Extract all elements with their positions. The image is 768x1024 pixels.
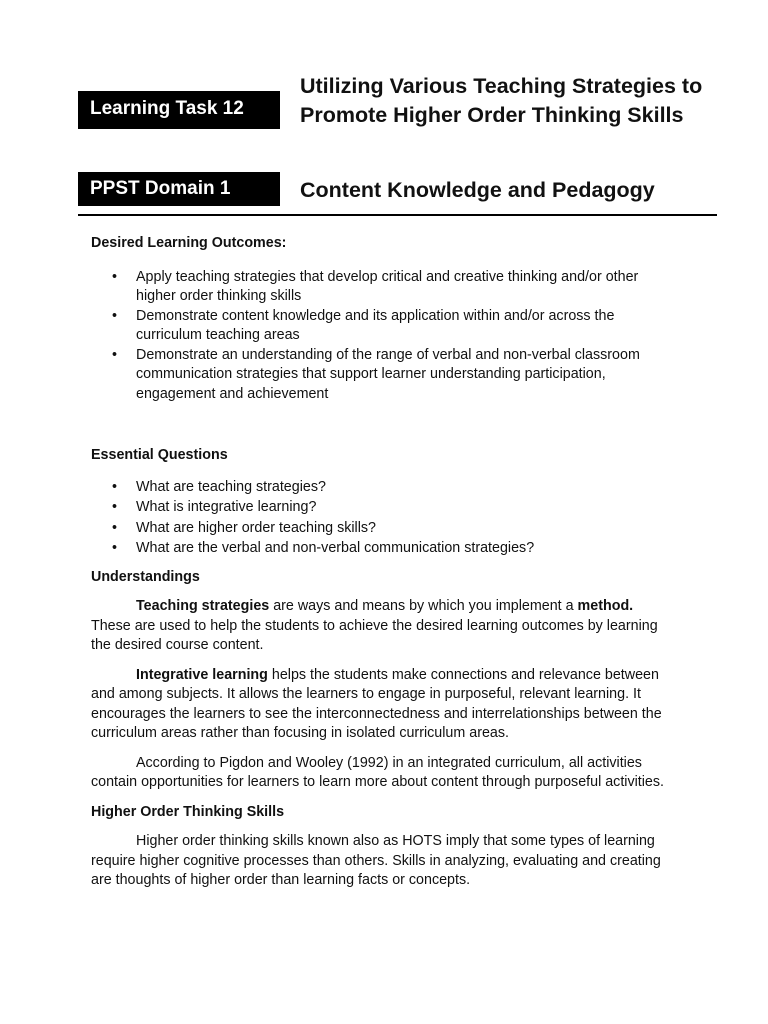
list-item: • Demonstrate an understanding of the range of verbal and non-verbal classroom communication strategies that support learner understanding participation, engagement and achievement bbox=[136, 346, 671, 405]
understandings-paragraph-3: According to Pigdon and Wooley (1992) in an integrated curriculum, all activities contain opportunities for learners to learn more about content through purposeful activities. bbox=[91, 754, 665, 790]
paragraph-text: These are used to help the students to achieve the desired learning outcomes by learning the desired course content. bbox=[91, 617, 658, 653]
hots-paragraph-1: Higher order thinking skills known also as HOTS imply that some types of learning require higher cognitive processes than others. Skills in analyzing, evaluating and creating are thoughts of higher order than learning facts or concepts. bbox=[91, 833, 661, 888]
essential-questions-list bbox=[91, 478, 671, 559]
list-item: • Demonstrate content knowledge and its application within and/or across the curriculum teaching areas bbox=[136, 307, 671, 346]
term-method: method. bbox=[577, 598, 634, 614]
list-item: • Apply teaching strategies that develop critical and creative thinking and/or other higher order thinking skills bbox=[136, 268, 671, 307]
header-divider bbox=[78, 214, 717, 216]
essential-questions-heading: Essential Questions bbox=[91, 447, 228, 463]
term-integrative-learning: Integrative learning bbox=[136, 666, 268, 683]
list-item: • What is integrative learning? bbox=[136, 498, 671, 518]
desired-outcomes-list bbox=[91, 268, 671, 405]
list-item: • What are the verbal and non-verbal communication strategies? bbox=[136, 539, 671, 559]
understandings-heading: Understandings bbox=[91, 568, 200, 585]
learning-task-label: Learning Task 12 bbox=[78, 91, 280, 129]
ppst-domain-title: Content Knowledge and Pedagogy bbox=[300, 178, 655, 202]
learning-task-title: Utilizing Various Teaching Strategies to Promote Higher Order Thinking Skills bbox=[300, 74, 703, 127]
desired-outcomes-heading: Desired Learning Outcomes: bbox=[91, 235, 287, 251]
understandings-paragraph-1 bbox=[91, 597, 671, 656]
term-teaching-strategies: Teaching strategies bbox=[136, 598, 270, 614]
ppst-domain-label: PPST Domain 1 bbox=[78, 172, 280, 206]
understandings-paragraph-2 bbox=[91, 666, 671, 744]
hots-heading: Higher Order Thinking Skills bbox=[91, 803, 285, 820]
list-item: • What are teaching strategies? bbox=[136, 478, 671, 498]
paragraph-text: helps the students make connections and relevance between and among subjects. It allows the learners to engage in purposeful, relevant learning. It encourages the learners to see the interconnectedness and interrelationships between the curriculum areas rather than focusing in isolated curriculum areas. bbox=[91, 666, 662, 741]
paragraph-text: are ways and means by which you implement a bbox=[269, 598, 578, 614]
document-body bbox=[91, 234, 671, 901]
list-item: • What are higher order teaching skills? bbox=[136, 519, 671, 539]
